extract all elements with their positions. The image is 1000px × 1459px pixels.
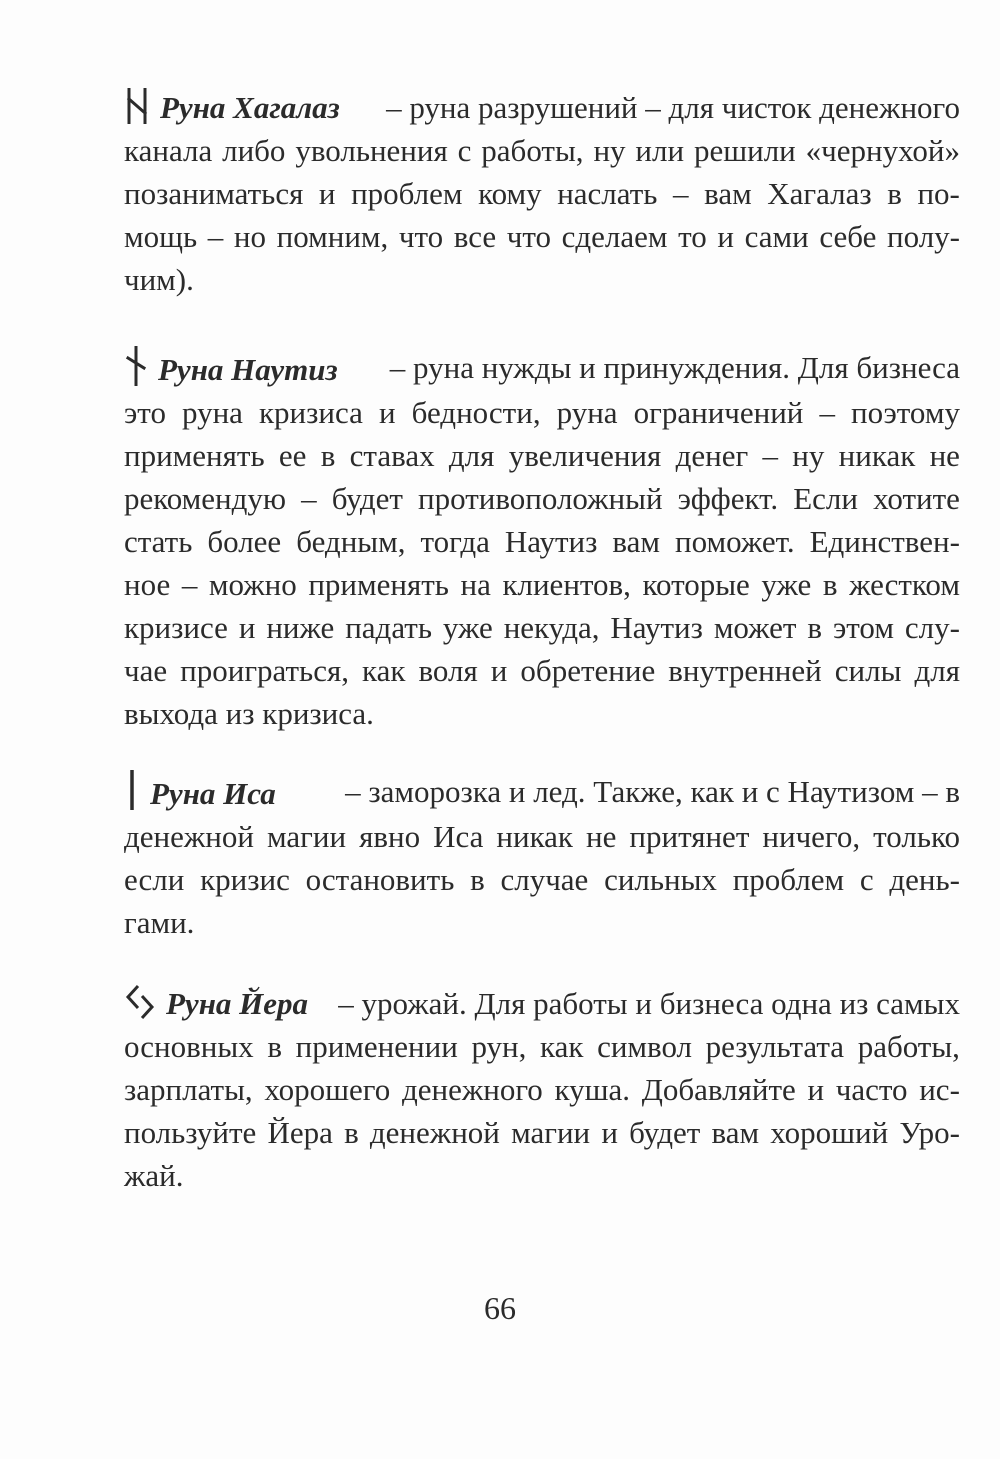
- rune-title: Руна Наутиз: [158, 352, 338, 387]
- entry-text-line: чим).: [124, 262, 194, 297]
- entry-first-line: [124, 86, 960, 129]
- entry-text-line: кризисе и ниже падать уже некуда, Наутиз может в этом слу-: [124, 610, 960, 645]
- nautiz-rune-icon: [124, 346, 148, 386]
- entry-text-line: гами.: [124, 905, 195, 940]
- entry-text-line: выхода из кризиса.: [124, 696, 374, 731]
- jera-rune-icon: [124, 984, 156, 1020]
- rune-entry-jera: [124, 982, 960, 1197]
- entry-heading: [124, 86, 340, 129]
- entry-text-line: – урожай. Для работы и бизнеса одна из самых: [338, 986, 960, 1021]
- rune-title: Руна Хагалаз: [160, 90, 340, 125]
- rune-entry-nautiz: [124, 346, 960, 735]
- entry-text-line: если кризис остановить в случае сильных проблем с день-: [124, 862, 960, 897]
- entry-text-line: – руна нужды и принуждения. Для бизнеса: [389, 350, 960, 385]
- page-number: 66: [484, 1290, 516, 1326]
- entry-text-line: рекомендую – будет противоположный эффект. Если хотите: [124, 481, 960, 516]
- entry-text-line: – руна разрушений – для чисток денежного: [386, 90, 960, 125]
- entry-text-line: основных в применении рун, как символ результата работы,: [124, 1029, 960, 1064]
- entry-text-line: это руна кризиса и бедности, руна ограничений – поэтому: [124, 395, 960, 430]
- entry-first-line: [124, 982, 960, 1025]
- entry-text-line: жай.: [124, 1158, 184, 1193]
- entry-text-line: зарплаты, хорошего денежного куша. Добавляйте и часто ис-: [124, 1072, 960, 1107]
- entry-first-line: [124, 770, 960, 815]
- entry-text-line: – заморозка и лед. Также, как и с Наутизом – в: [345, 774, 960, 809]
- entry-first-line: [124, 346, 960, 391]
- rune-title: Руна Иса: [150, 776, 276, 811]
- entry-heading: [124, 982, 308, 1025]
- entry-text-line: пользуйте Йера в денежной магии и будет вам хороший Уро-: [124, 1115, 960, 1150]
- entry-text-line: канала либо увольнения с работы, ну или решили «чернухой»: [124, 133, 960, 168]
- entry-heading: [124, 770, 276, 815]
- rune-entry-hagalaz: [124, 86, 960, 301]
- rune-title: Руна Йера: [166, 986, 309, 1021]
- entry-text-line: стать более бедным, тогда Наутиз вам поможет. Единствен-: [124, 524, 960, 559]
- entry-text-line: применять ее в ставах для увеличения денег – ну никак не: [124, 438, 960, 473]
- entry-text-line: ное – можно применять на клиентов, которые уже в жестком: [124, 567, 960, 602]
- entry-heading: [124, 346, 338, 391]
- rune-entry-isa: [124, 770, 960, 944]
- entry-text-line: позаниматься и проблем кому наслать – вам Хагалаз в по-: [124, 176, 960, 211]
- isa-rune-icon: [124, 770, 140, 810]
- entry-text-line: чае проиграться, как воля и обретение внутренней силы для: [124, 653, 960, 688]
- entry-text-line: мощь – но помним, что все что сделаем то и сами себе полу-: [124, 219, 960, 254]
- hagalaz-rune-icon: [124, 88, 150, 124]
- entry-text-line: денежной магии явно Иса никак не притянет ничего, только: [124, 819, 960, 854]
